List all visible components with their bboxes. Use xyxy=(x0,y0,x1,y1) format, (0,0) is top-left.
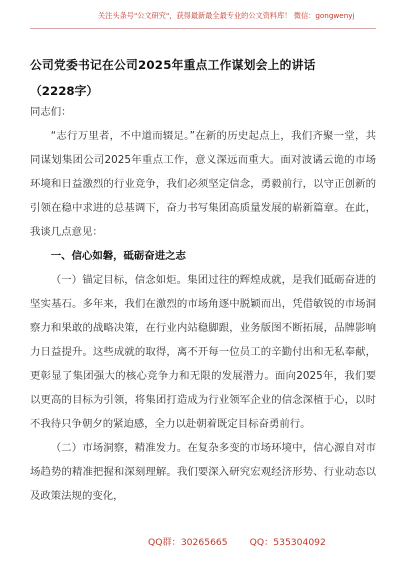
document-title: 公司党委书记在公司2025年重点工作谋划会上的讲话 xyxy=(30,58,316,72)
header-divider xyxy=(30,28,376,29)
footer-contact xyxy=(148,536,326,550)
footer-qq-group: QQ群：30265665 xyxy=(148,537,228,548)
document-body xyxy=(30,100,376,508)
intro-paragraph: “志行万里者，不中道而辍足。”在新的历史起点上，我们齐聚一堂，共同谋划集团公司2025年重点工作，意义深远而重大。面对波谲云诡的市场环境和日益激烈的行业竞争，我们必须坚定信念，勇毅前行，以守正创新的引领在稳中求进的总基调下，奋力书写集团高质量发展的崭新篇章。在此，我谈几点意见： xyxy=(30,130,376,238)
footer-qq: QQ：535304092 xyxy=(249,537,326,548)
section1-paragraph-1: （一）锚定目标，信念如炬。集团过往的辉煌成就，是我们砥砺奋进的坚实基石。多年来，我们在激烈的市场角逐中脱颖而出，凭借敏锐的市场洞察力和果敢的战略决策，在行业内站稳脚跟，业务版图不断拓展，品牌影响力日益提升。这些成就的取得，离不开每一位员工的辛勤付出和无私奉献，更彰显了集团强大的核心竞争力和无限的发展潜力。面向2025年，我们要以更高的目标为引领，将集团打造成为行业领军企业的信念深植于心，以时不我待只争朝夕的紧迫感，全力以赴朝着既定目标奋勇前行。 xyxy=(30,274,376,430)
section1-paragraph-2: （二）市场洞察，精准发力。在复杂多变的市场环境中，信心源自对市场趋势的精准把握和深刻理解。我们要深入研究宏观经济形势、行业动态以及政策法规的变化， xyxy=(30,442,376,502)
header-banner: 关注头条号"公文研究"，获得最新最全最专业的公文资料库！ 微信：gongwenyj xyxy=(98,11,355,20)
salutation: 同志们： xyxy=(30,106,72,118)
section-heading-1: 一、信心如磐，砥砺奋进之志 xyxy=(50,250,186,262)
word-count: （2228字） xyxy=(30,84,99,98)
